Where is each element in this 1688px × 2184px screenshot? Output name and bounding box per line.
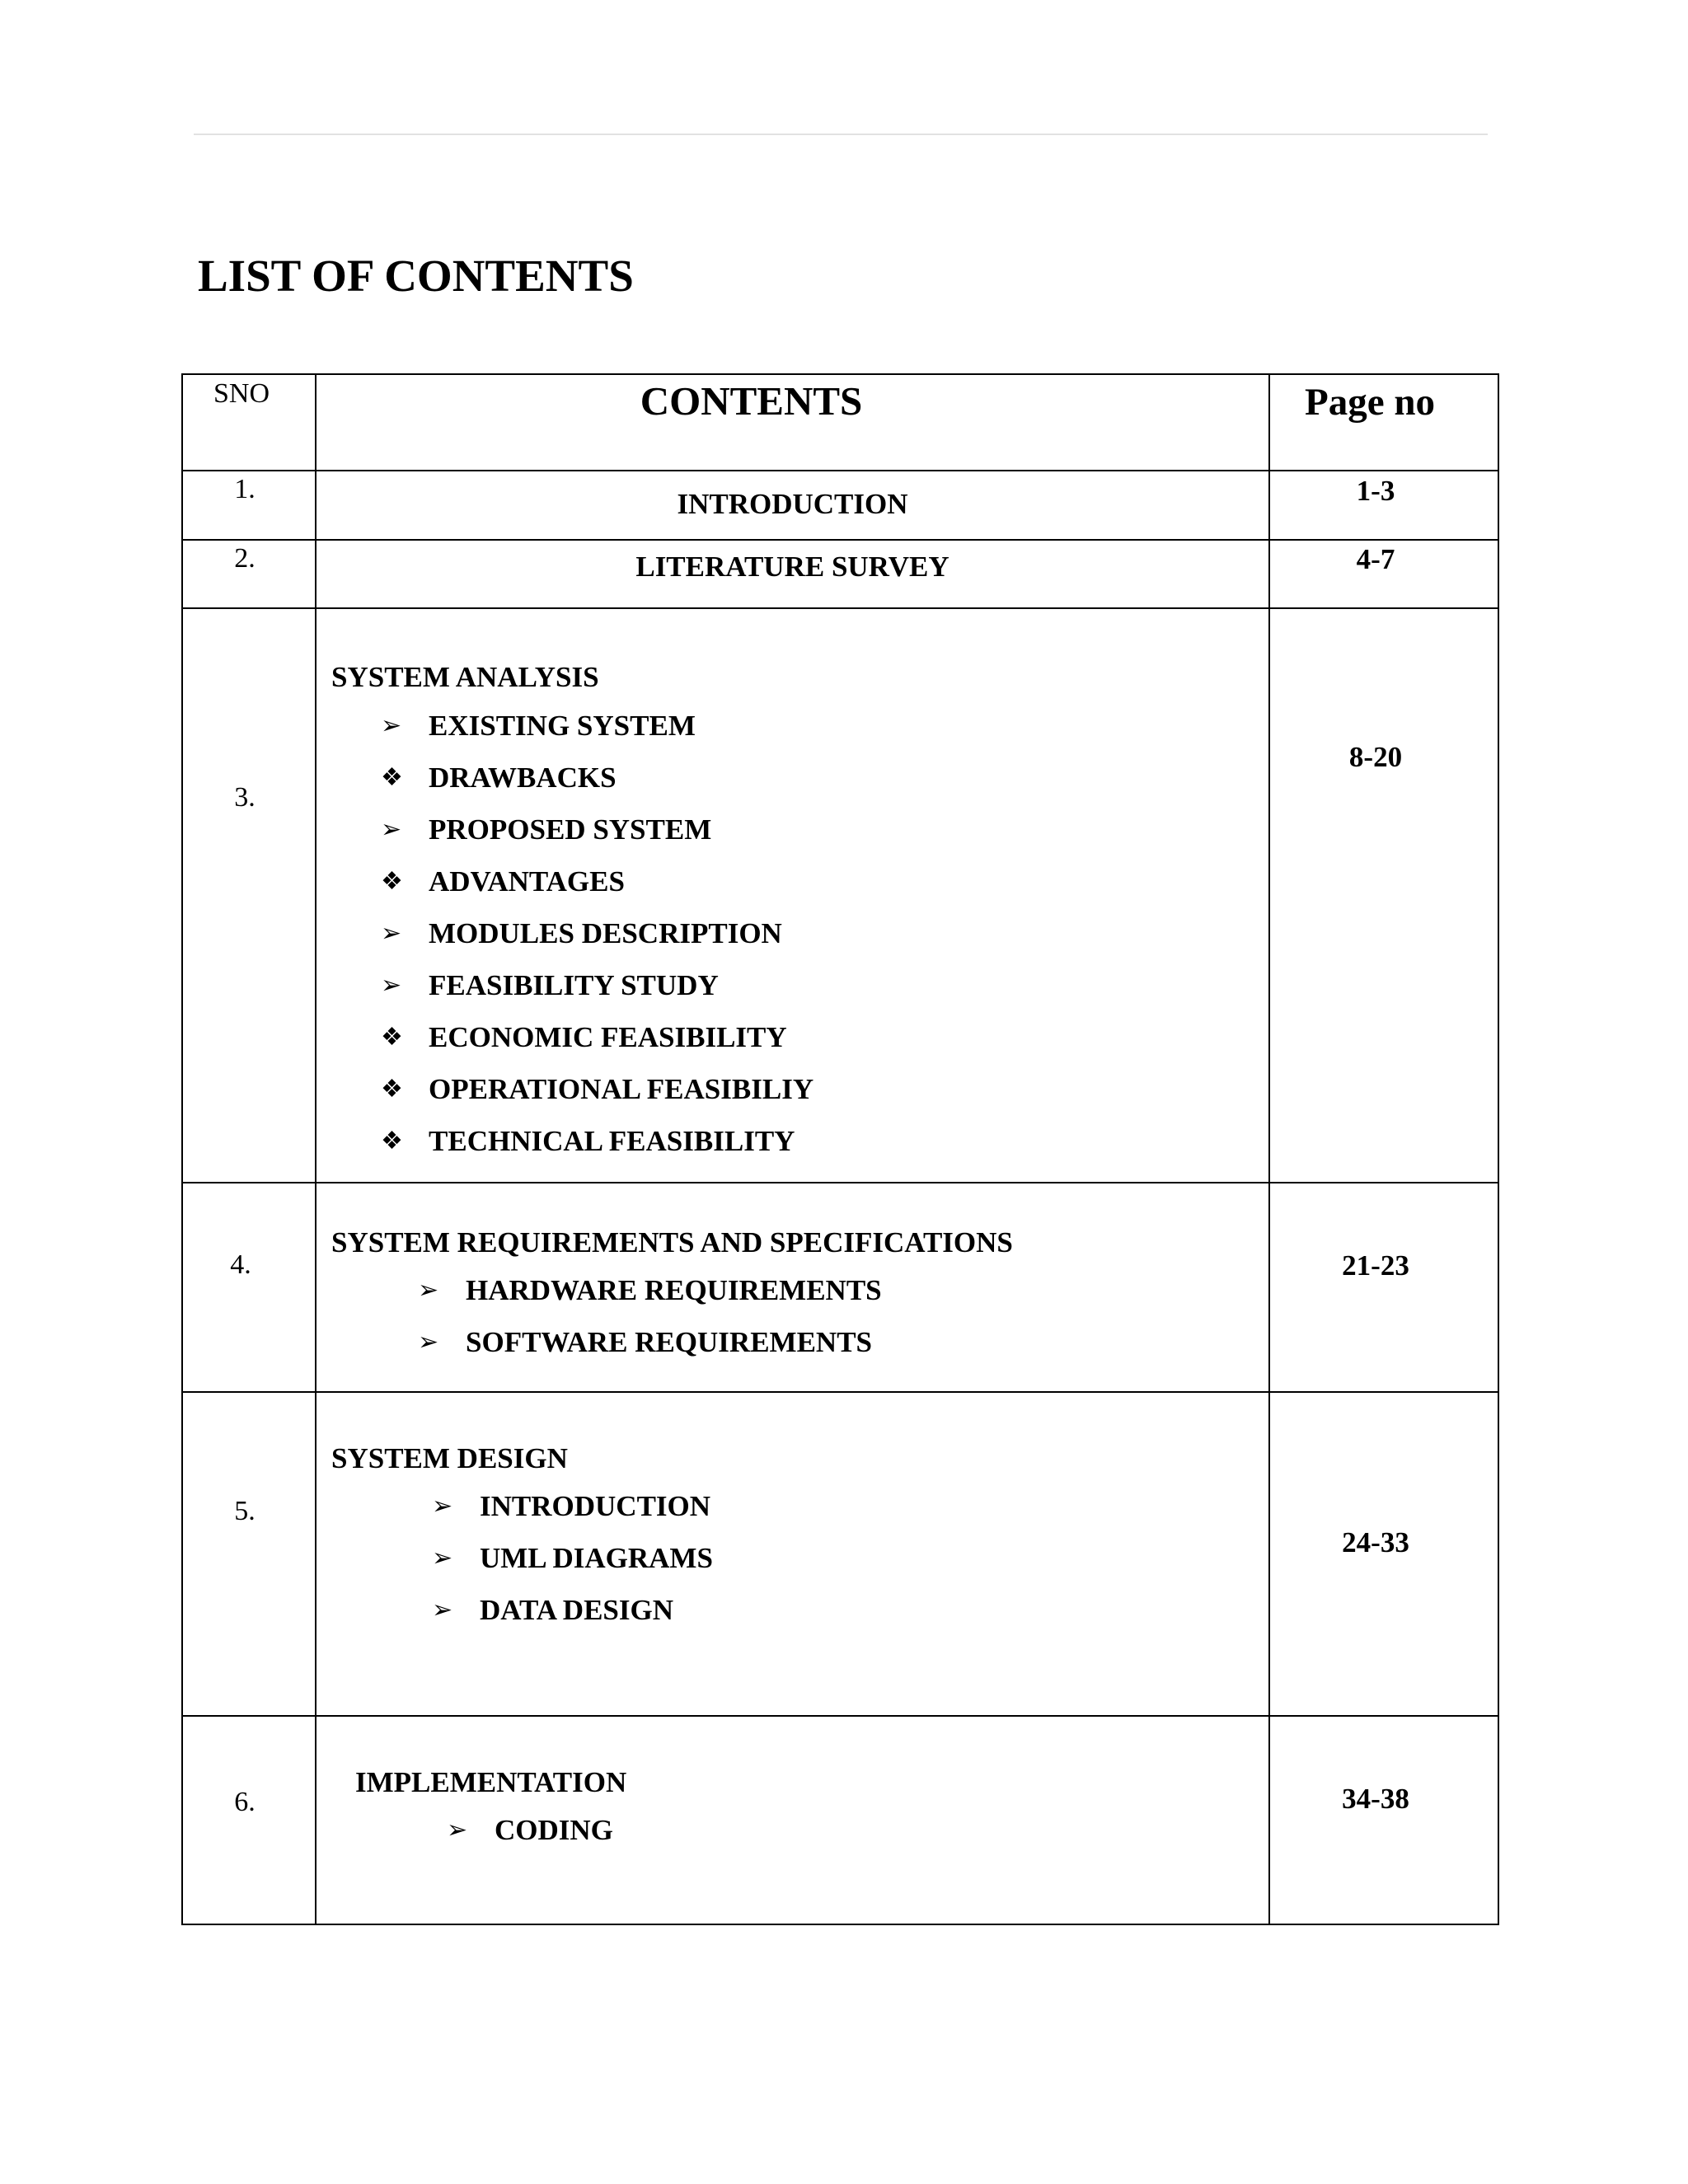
row-page-range: 8-20: [1348, 741, 1403, 773]
row-title: SYSTEM DESIGN: [331, 1442, 568, 1474]
item-label: CODING: [495, 1814, 613, 1846]
sno-cell: [182, 1716, 316, 1924]
row-page-range: 1-3: [1356, 475, 1395, 507]
list-item: [418, 1316, 882, 1368]
row-page-range: 34-38: [1342, 1783, 1409, 1815]
table-row: [182, 471, 1498, 540]
item-label: DATA DESIGN: [480, 1594, 674, 1626]
diamond-bullet-icon: [381, 752, 429, 804]
item-label: TECHNICAL FEASIBILITY: [429, 1125, 795, 1157]
item-label: DRAWBACKS: [429, 762, 617, 794]
row-title: SYSTEM REQUIREMENTS AND SPECIFICATIONS: [331, 1226, 1013, 1258]
list-item: [381, 959, 814, 1011]
row-page-range: 21-23: [1342, 1249, 1409, 1282]
contents-cell: [316, 471, 1269, 540]
item-label: SOFTWARE REQUIREMENTS: [466, 1326, 873, 1358]
list-item: [418, 1264, 882, 1316]
arrow-bullet-icon: [381, 959, 429, 1011]
sno-cell: [182, 1183, 316, 1392]
row-page-range: 24-33: [1342, 1526, 1409, 1558]
list-item: [381, 855, 814, 907]
item-label: ADVANTAGES: [429, 865, 625, 898]
table-row: [182, 1183, 1498, 1392]
header-cell-contents: [316, 374, 1269, 471]
subitem-list: [447, 1804, 613, 1856]
contents-cell: [316, 1716, 1269, 1924]
row-sno: 4.: [230, 1249, 251, 1280]
header-page-no: Page no: [1305, 381, 1435, 424]
contents-table: [181, 373, 1499, 1925]
table-row: [182, 608, 1498, 1183]
row-title: LITERATURE SURVEY: [635, 551, 950, 583]
subitem-list: [381, 700, 814, 1167]
page-cell: [1269, 1183, 1498, 1392]
list-item: [381, 752, 814, 804]
subitem-list: [432, 1480, 713, 1636]
table-header-row: [182, 374, 1498, 471]
list-item: [432, 1532, 713, 1584]
sno-cell: [182, 1392, 316, 1716]
header-contents: CONTENTS: [640, 378, 863, 424]
table-row: [182, 1392, 1498, 1716]
sno-cell: [182, 540, 316, 608]
list-item: [381, 1011, 814, 1063]
row-page-range: 4-7: [1356, 543, 1395, 575]
row-sno: 1.: [234, 474, 256, 504]
row-title: SYSTEM ANALYSIS: [331, 661, 599, 693]
row-sno: 3.: [234, 782, 256, 813]
item-label: UML DIAGRAMS: [480, 1542, 713, 1574]
contents-cell: [316, 540, 1269, 608]
contents-cell: [316, 1392, 1269, 1716]
list-item: [381, 804, 814, 855]
page-cell: [1269, 608, 1498, 1183]
row-title: IMPLEMENTATION: [355, 1766, 627, 1798]
diamond-bullet-icon: [381, 1011, 429, 1063]
arrow-bullet-icon: [418, 1316, 466, 1368]
header-rule: [194, 134, 1488, 135]
sno-cell: [182, 608, 316, 1183]
arrow-bullet-icon: [381, 907, 429, 959]
arrow-bullet-icon: [381, 804, 429, 855]
item-label: OPERATIONAL FEASIBILIY: [429, 1073, 814, 1105]
item-label: ECONOMIC FEASIBILITY: [429, 1021, 787, 1053]
arrow-bullet-icon: [432, 1584, 480, 1636]
page-cell: [1269, 471, 1498, 540]
diamond-bullet-icon: [381, 1115, 429, 1167]
arrow-bullet-icon: [432, 1480, 480, 1532]
list-item: [381, 1115, 814, 1167]
arrow-bullet-icon: [418, 1264, 466, 1316]
row-title: INTRODUCTION: [677, 488, 908, 520]
table-row: [182, 1716, 1498, 1924]
item-label: FEASIBILITY STUDY: [429, 969, 719, 1001]
row-sno: 6.: [234, 1787, 256, 1817]
list-item: [432, 1480, 713, 1532]
item-label: INTRODUCTION: [480, 1490, 711, 1522]
item-label: EXISTING SYSTEM: [429, 710, 696, 742]
item-label: HARDWARE REQUIREMENTS: [466, 1274, 882, 1306]
row-sno: 2.: [234, 543, 256, 574]
arrow-bullet-icon: [432, 1532, 480, 1584]
header-sno: SNO: [213, 378, 270, 409]
page-title: LIST OF CONTENTS: [198, 251, 634, 301]
list-item: [381, 907, 814, 959]
item-label: PROPOSED SYSTEM: [429, 813, 712, 846]
header-cell-sno: [182, 374, 316, 471]
diamond-bullet-icon: [381, 855, 429, 907]
page-cell: [1269, 540, 1498, 608]
page-cell: [1269, 1392, 1498, 1716]
contents-cell: [316, 608, 1269, 1183]
sno-cell: [182, 471, 316, 540]
subitem-list: [418, 1264, 882, 1368]
contents-cell: [316, 1183, 1269, 1392]
diamond-bullet-icon: [381, 1063, 429, 1115]
arrow-bullet-icon: [447, 1804, 495, 1856]
row-sno: 5.: [234, 1496, 256, 1526]
table-row: [182, 540, 1498, 608]
arrow-bullet-icon: [381, 700, 429, 752]
list-item: [381, 1063, 814, 1115]
list-item: [432, 1584, 713, 1636]
header-cell-page: [1269, 374, 1498, 471]
item-label: MODULES DESCRIPTION: [429, 917, 782, 949]
list-item: [381, 700, 814, 752]
page-cell: [1269, 1716, 1498, 1924]
list-item: [447, 1804, 613, 1856]
